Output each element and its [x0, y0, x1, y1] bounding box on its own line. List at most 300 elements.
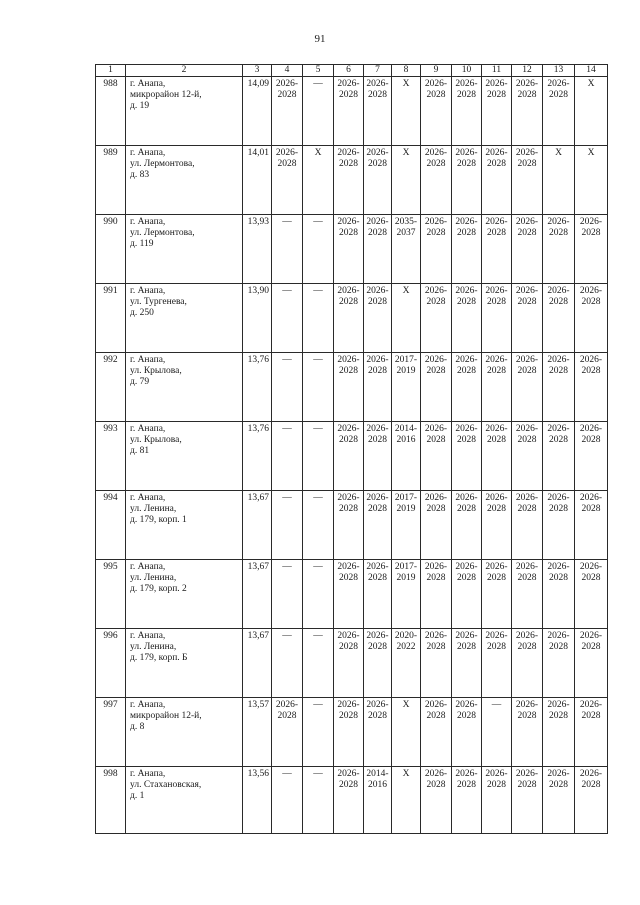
value-cell: 13,56 [243, 767, 272, 834]
period-line: 2026- [275, 148, 299, 158]
period-line: 2028 [517, 503, 537, 514]
period-line: 2028 [549, 296, 568, 307]
period-cell [482, 422, 512, 491]
mark-cell [575, 77, 608, 146]
period-cell [421, 215, 452, 284]
period-line: 2028 [487, 227, 506, 238]
period-cell [421, 629, 452, 698]
period-line: 2028 [426, 227, 446, 238]
mark-text: Х [402, 769, 410, 779]
period-cell [392, 629, 421, 698]
period-line: 2028 [549, 710, 568, 721]
column-header: 10 [452, 65, 482, 77]
address-line: г. Анапа, [130, 286, 166, 296]
table-row [96, 491, 608, 560]
period-line: 2026- [337, 286, 360, 296]
row-number: 989 [96, 146, 126, 215]
address-cell [126, 422, 243, 491]
period-line: 2026- [485, 355, 508, 365]
address-line: ул. Тургенева, [130, 297, 187, 307]
period-cell [575, 767, 608, 834]
period-cell [512, 491, 543, 560]
column-header: 5 [303, 65, 334, 77]
value-cell: 13,90 [243, 284, 272, 353]
period-cell [575, 215, 608, 284]
period-line: 2028 [487, 296, 506, 307]
period-line: 2026- [337, 424, 360, 434]
period-line: 2026- [547, 769, 570, 779]
period-line: 2028 [581, 227, 601, 238]
period-line: 2026- [515, 355, 539, 365]
period-line: 2026- [455, 631, 478, 641]
address-line: микрорайон 12-й, [130, 90, 202, 100]
period-line: 2026- [337, 562, 360, 572]
mark-text: — [282, 286, 292, 296]
column-header: 6 [334, 65, 364, 77]
period-line: 2026- [366, 562, 389, 572]
period-line: 2028 [457, 434, 476, 445]
period-line: 2028 [277, 158, 297, 169]
mark-text: Х [402, 286, 410, 296]
period-cell [364, 422, 392, 491]
address-line: ул. Стахановская, [130, 780, 202, 790]
period-line: 2026- [515, 562, 539, 572]
period-line: 2019 [396, 503, 416, 514]
address-line: ул. Лермонтова, [130, 228, 195, 238]
period-line: 2026- [547, 493, 570, 503]
period-line: 2026- [366, 631, 389, 641]
address-line: ул. Ленина, [130, 504, 177, 514]
mark-cell [272, 491, 303, 560]
period-line: 2028 [426, 641, 446, 652]
period-line: 2026- [366, 700, 389, 710]
period-line: 2026- [579, 562, 603, 572]
period-cell [364, 353, 392, 422]
period-cell [392, 215, 421, 284]
table-row [96, 767, 608, 834]
period-cell [512, 77, 543, 146]
mark-cell [303, 353, 334, 422]
period-line: 2026- [366, 424, 389, 434]
mark-text: Х [587, 79, 595, 89]
address-cell [126, 77, 243, 146]
period-line: 2028 [457, 227, 476, 238]
period-line: 2026- [366, 148, 389, 158]
address-cell [126, 629, 243, 698]
period-cell [364, 491, 392, 560]
value-cell: 14,01 [243, 146, 272, 215]
address-line: д. 79 [130, 377, 150, 387]
period-line: 2026- [455, 493, 478, 503]
value-cell: 13,67 [243, 629, 272, 698]
period-line: 2026- [337, 700, 360, 710]
period-line: 2028 [581, 365, 601, 376]
mark-cell [272, 560, 303, 629]
period-line: 2028 [581, 572, 601, 583]
period-line: 2028 [368, 572, 387, 583]
period-cell [272, 146, 303, 215]
address-line: д. 179, корп. 1 [130, 515, 187, 525]
period-cell [334, 767, 364, 834]
address-cell [126, 146, 243, 215]
period-line: 2026- [547, 355, 570, 365]
value-cell: 13,76 [243, 422, 272, 491]
period-line: 2014- [366, 769, 389, 779]
period-line: 2026- [455, 217, 478, 227]
mark-text: — [313, 424, 323, 434]
mark-cell [543, 146, 575, 215]
period-line: 2026- [579, 700, 603, 710]
period-line: 2026- [515, 700, 539, 710]
column-header: 2 [126, 65, 243, 77]
period-line: 2014- [394, 424, 418, 434]
period-line: 2026- [424, 769, 448, 779]
period-line: 2028 [368, 641, 387, 652]
period-cell [512, 422, 543, 491]
period-cell [364, 146, 392, 215]
period-line: 2028 [487, 641, 506, 652]
period-line: 2026- [485, 79, 508, 89]
row-number: 992 [96, 353, 126, 422]
period-line: 2028 [549, 89, 568, 100]
period-line: 2026- [337, 217, 360, 227]
period-line: 2019 [396, 572, 416, 583]
period-line: 2028 [426, 296, 446, 307]
period-line: 2028 [487, 365, 506, 376]
period-cell [543, 353, 575, 422]
table-row [96, 422, 608, 491]
period-line: 2017- [394, 493, 418, 503]
period-line: 2028 [339, 710, 358, 721]
period-cell [364, 77, 392, 146]
period-cell [334, 215, 364, 284]
period-cell [272, 698, 303, 767]
mark-cell [392, 146, 421, 215]
period-line: 2028 [457, 572, 476, 583]
period-line: 2028 [581, 434, 601, 445]
period-line: 2028 [457, 779, 476, 790]
period-line: 2026- [337, 493, 360, 503]
period-line: 2026- [424, 79, 448, 89]
mark-text: — [282, 769, 292, 779]
period-cell [482, 767, 512, 834]
period-line: 2028 [426, 89, 446, 100]
period-cell [575, 353, 608, 422]
period-cell [482, 146, 512, 215]
period-line: 2026- [515, 424, 539, 434]
mark-text: — [282, 493, 292, 503]
period-cell [575, 629, 608, 698]
period-cell [482, 353, 512, 422]
period-line: 2028 [368, 89, 387, 100]
period-line: 2026- [485, 631, 508, 641]
period-line: 2026- [275, 79, 299, 89]
period-line: 2028 [517, 710, 537, 721]
address-line: г. Анапа, [130, 217, 166, 227]
period-line: 2026- [547, 562, 570, 572]
period-line: 2026- [485, 148, 508, 158]
mark-cell [392, 77, 421, 146]
period-cell [482, 560, 512, 629]
period-cell [482, 77, 512, 146]
period-line: 2028 [457, 158, 476, 169]
period-cell [512, 767, 543, 834]
period-line: 2026- [455, 355, 478, 365]
period-line: 2026- [366, 79, 389, 89]
period-cell [543, 77, 575, 146]
period-line: 2028 [277, 89, 297, 100]
period-line: 2026- [455, 700, 478, 710]
mark-text: — [282, 355, 292, 365]
mark-text: — [313, 217, 323, 227]
period-line: 2028 [487, 434, 506, 445]
period-line: 2026- [515, 79, 539, 89]
period-cell [334, 560, 364, 629]
period-line: 2028 [457, 503, 476, 514]
period-line: 2016 [368, 779, 387, 790]
period-cell [334, 422, 364, 491]
period-cell [392, 560, 421, 629]
period-line: 2028 [517, 641, 537, 652]
period-cell [421, 491, 452, 560]
period-line: 2028 [339, 227, 358, 238]
address-line: г. Анапа, [130, 79, 166, 89]
period-line: 2028 [549, 503, 568, 514]
period-cell [452, 215, 482, 284]
address-cell [126, 560, 243, 629]
period-line: 2026- [424, 700, 448, 710]
period-line: 2028 [277, 710, 297, 721]
period-line: 2026- [337, 631, 360, 641]
column-header: 14 [575, 65, 608, 77]
period-cell [334, 77, 364, 146]
period-line: 2026- [455, 286, 478, 296]
period-line: 2026- [424, 148, 448, 158]
address-line: ул. Ленина, [130, 642, 177, 652]
period-line: 2026- [515, 493, 539, 503]
period-cell [575, 560, 608, 629]
period-line: 2026- [424, 562, 448, 572]
value-cell: 13,57 [243, 698, 272, 767]
mark-cell [272, 629, 303, 698]
period-cell [421, 698, 452, 767]
mark-text: Х [402, 700, 410, 710]
mark-text: — [313, 355, 323, 365]
period-cell [543, 698, 575, 767]
mark-text: — [282, 631, 292, 641]
period-cell [421, 767, 452, 834]
mark-text: — [313, 493, 323, 503]
period-line: 2026- [547, 217, 570, 227]
period-line: 2026- [515, 286, 539, 296]
period-line: 2028 [549, 227, 568, 238]
period-line: 2026- [485, 217, 508, 227]
address-line: г. Анапа, [130, 493, 166, 503]
mark-cell [272, 767, 303, 834]
address-cell [126, 284, 243, 353]
address-line: д. 250 [130, 308, 154, 318]
period-line: 2026- [485, 769, 508, 779]
table-row [96, 215, 608, 284]
column-header: 3 [243, 65, 272, 77]
period-line: 2026- [424, 493, 448, 503]
period-line: 2026- [547, 631, 570, 641]
period-line: 2019 [396, 365, 416, 376]
period-cell [575, 491, 608, 560]
period-cell [575, 284, 608, 353]
period-cell [452, 422, 482, 491]
period-line: 2026- [424, 217, 448, 227]
period-line: 2028 [581, 710, 601, 721]
period-cell [364, 215, 392, 284]
period-line: 2026- [579, 769, 603, 779]
period-line: 2026- [455, 769, 478, 779]
period-line: 2028 [426, 503, 446, 514]
period-cell [512, 284, 543, 353]
period-cell [452, 698, 482, 767]
period-cell [364, 767, 392, 834]
period-line: 2028 [339, 503, 358, 514]
period-cell [334, 629, 364, 698]
address-line: ул. Ленина, [130, 573, 177, 583]
period-line: 2028 [368, 710, 387, 721]
period-cell [364, 629, 392, 698]
column-header: 8 [392, 65, 421, 77]
period-cell [392, 491, 421, 560]
period-line: 2028 [426, 365, 446, 376]
period-line: 2028 [368, 158, 387, 169]
table-row [96, 146, 608, 215]
period-cell [512, 629, 543, 698]
mark-cell [575, 146, 608, 215]
period-line: 2028 [517, 365, 537, 376]
period-line: 2028 [549, 572, 568, 583]
period-cell [512, 560, 543, 629]
mark-cell [392, 284, 421, 353]
period-cell [482, 215, 512, 284]
mark-text: — [313, 286, 323, 296]
period-cell [364, 284, 392, 353]
value-cell: 13,76 [243, 353, 272, 422]
column-header: 12 [512, 65, 543, 77]
period-line: 2028 [368, 503, 387, 514]
period-cell [421, 353, 452, 422]
address-line: г. Анапа, [130, 769, 166, 779]
period-line: 2026- [275, 700, 299, 710]
period-cell [482, 629, 512, 698]
period-cell [364, 560, 392, 629]
column-header: 7 [364, 65, 392, 77]
period-line: 2026- [337, 79, 360, 89]
period-line: 2028 [339, 434, 358, 445]
period-line: 2028 [368, 227, 387, 238]
period-line: 2028 [457, 641, 476, 652]
address-line: г. Анапа, [130, 355, 166, 365]
period-line: 2028 [339, 296, 358, 307]
period-line: 2028 [426, 158, 446, 169]
period-cell [421, 284, 452, 353]
period-line: 2026- [579, 217, 603, 227]
period-cell [452, 767, 482, 834]
period-cell [575, 698, 608, 767]
table-row [96, 284, 608, 353]
address-cell [126, 767, 243, 834]
address-cell [126, 698, 243, 767]
period-line: 2026- [424, 286, 448, 296]
period-cell [452, 77, 482, 146]
address-line: г. Анапа, [130, 424, 166, 434]
period-line: 2028 [339, 158, 358, 169]
mark-cell [272, 284, 303, 353]
period-line: 2028 [339, 779, 358, 790]
period-line: 2028 [487, 503, 506, 514]
mark-cell [272, 422, 303, 491]
period-line: 2026- [366, 217, 389, 227]
period-line: 2026- [579, 355, 603, 365]
table-row [96, 560, 608, 629]
address-line: д. 179, корп. 2 [130, 584, 187, 594]
period-line: 2028 [457, 89, 476, 100]
period-cell [452, 353, 482, 422]
period-line: 2026- [485, 424, 508, 434]
table-row [96, 77, 608, 146]
period-cell [512, 146, 543, 215]
mark-cell [303, 146, 334, 215]
period-line: 2028 [517, 779, 537, 790]
period-line: 2020- [394, 631, 418, 641]
period-line: 2028 [339, 89, 358, 100]
mark-text: — [282, 424, 292, 434]
period-line: 2028 [426, 779, 446, 790]
page-number: 91 [314, 33, 326, 45]
column-header: 4 [272, 65, 303, 77]
period-line: 2026- [579, 493, 603, 503]
value-cell: 13,67 [243, 491, 272, 560]
mark-cell [303, 422, 334, 491]
column-header: 1 [96, 65, 126, 77]
mark-cell [303, 767, 334, 834]
period-line: 2026- [455, 424, 478, 434]
period-line: 2026- [337, 769, 360, 779]
row-number: 988 [96, 77, 126, 146]
mark-text: — [491, 700, 502, 710]
column-header: 9 [421, 65, 452, 77]
mark-cell [303, 215, 334, 284]
table-body [96, 77, 608, 834]
period-line: 2028 [487, 572, 506, 583]
period-cell [452, 629, 482, 698]
period-cell [543, 629, 575, 698]
period-line: 2026- [455, 148, 478, 158]
mark-cell [392, 698, 421, 767]
address-line: г. Анапа, [130, 148, 166, 158]
mark-text: — [282, 562, 292, 572]
period-line: 2028 [426, 710, 446, 721]
address-line: д. 119 [130, 239, 154, 249]
value-cell: 13,67 [243, 560, 272, 629]
period-line: 2026- [366, 286, 389, 296]
period-line: 2028 [517, 89, 537, 100]
period-line: 2026- [515, 631, 539, 641]
period-line: 2028 [517, 296, 537, 307]
period-cell [392, 422, 421, 491]
period-line: 2028 [549, 779, 568, 790]
row-number: 995 [96, 560, 126, 629]
period-line: 2026- [579, 424, 603, 434]
mark-cell [303, 284, 334, 353]
address-line: д. 8 [130, 722, 145, 732]
period-line: 2026- [547, 286, 570, 296]
